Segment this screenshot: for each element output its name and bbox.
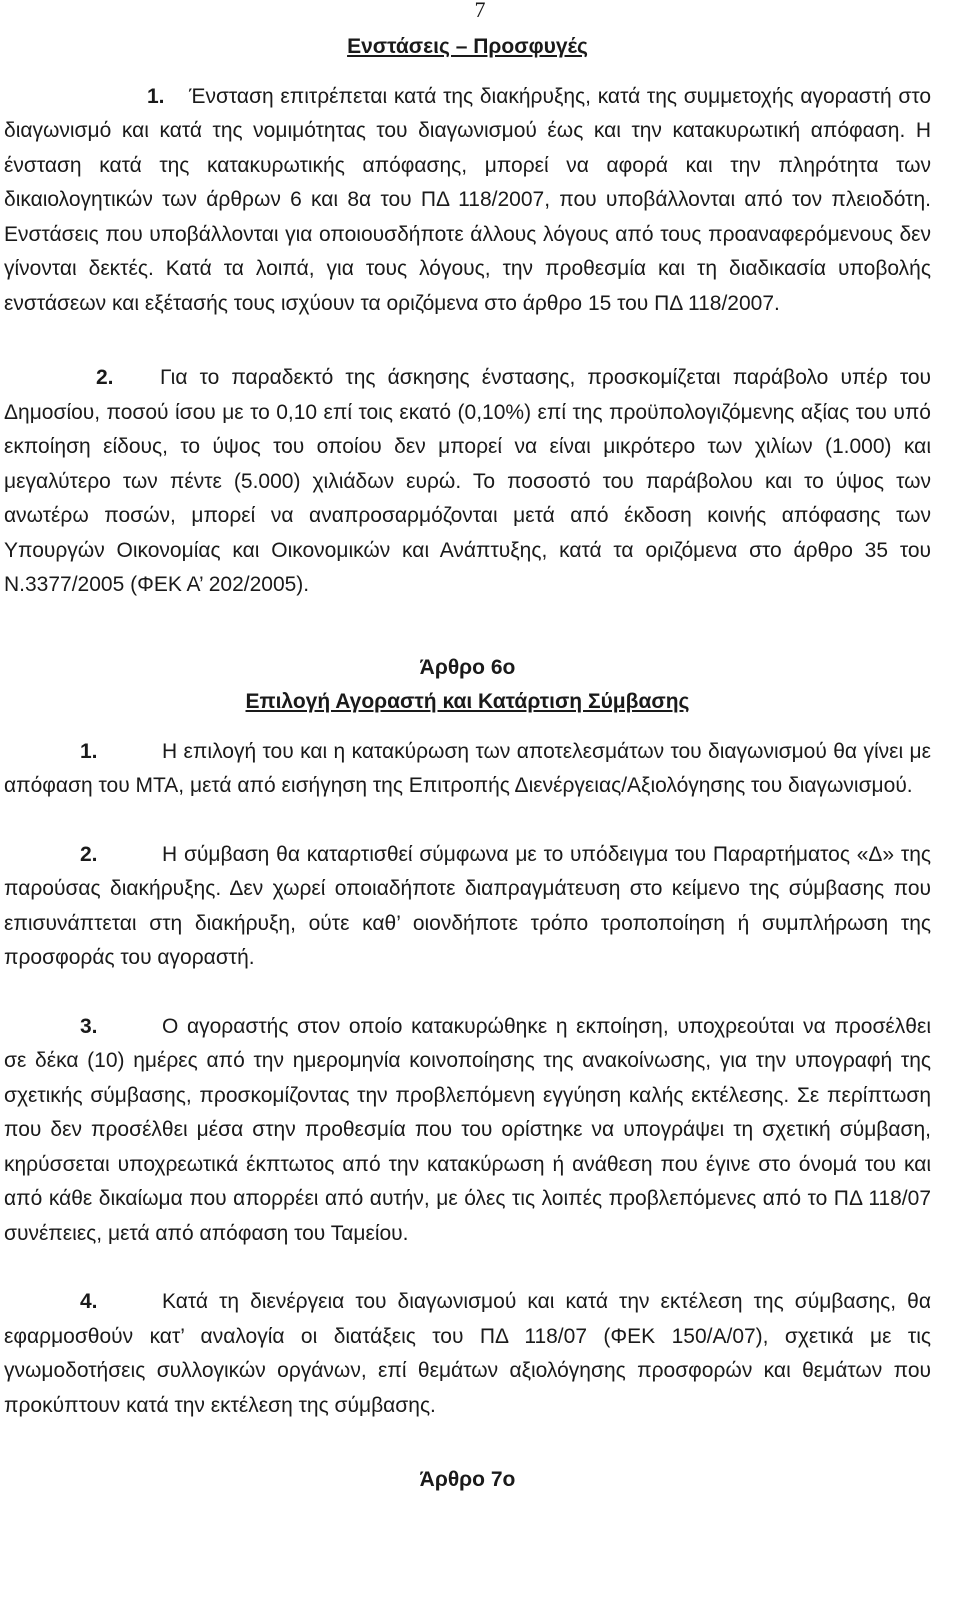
paragraph-article6-1	[4, 735, 931, 804]
article-7-heading: Άρθρο 7ο	[419, 1468, 516, 1491]
paragraph-article6-3	[4, 1010, 931, 1252]
paragraph-number: 1.	[147, 84, 165, 108]
paragraph-text: Ο αγοραστής στον οποίο κατακυρώθηκε η εκποίηση, υποχρεούται να προσέλθει σε δέκα (10) ημέρες από την ημερομηνία κοινοποίησης της ανακοίνωσης, για την υπογραφή της σχετικής σύμβασης, προσκομίζοντας την προβλεπόμενη εγγύηση καλής εκτέλεσης. Σε περίπτωση που δεν προσέλθει μέσα στην προθεσμία που του ορίστηκε να υπογράψει τη σχετική σύμβαση, κηρύσσεται υποχρεωτικά έκπτωτος από την κατακύρωση ή ανάθεση που έγινε στο όνομά του και από κάθε δικαίωμα που απορρέει από αυτήν, με όλες τις λοιπές προβλεπόμενες από το ΠΔ 118/07 συνέπειες, μετά από απόφαση του Ταμείου.	[4, 1014, 931, 1245]
paragraph-text: Κατά τη διενέργεια του διαγωνισμού και κατά την εκτέλεση της σύμβασης, θα εφαρμοσθούν κατ’ αναλογία οι διατάξεις του ΠΔ 118/07 (ΦΕΚ 150/Α/07), σχετικά με τις γνωμοδοτήσεις συλλογικών οργάνων, επί θεμάτων αξιολόγησης προσφορών και θεμάτων που προκύπτουν κατά την εκτέλεση της σύμβασης.	[4, 1290, 931, 1417]
article-6-subtitle: Επιλογή Αγοραστή και Κατάρτιση Σύμβασης	[245, 690, 690, 713]
paragraph-number: 4.	[80, 1290, 98, 1313]
paragraph-text: Η σύμβαση θα καταρτισθεί σύμφωνα με το υπόδειγμα του Παραρτήματος «Δ» της παρούσας διακήρυξης. Δεν χωρεί οποιαδήποτε διαπραγμάτευση στο κείμενο της σύμβασης που επισυνάπτεται στη διακήρυξη, ούτε καθ’ οιονδήποτε τρόπο τροποποίηση ή συμπλήρωση της προσφοράς του αγοραστή.	[4, 842, 931, 969]
paragraph-text: Για το παραδεκτό της άσκησης ένστασης, προσκομίζεται παράβολο υπέρ του Δημοσίου, ποσού ίσου με το 0,10 επί τοις εκατό (0,10%) επί της προϋπολογιζόμενης αξίας του υπό εκποίηση είδους, το ύψος του οποίου δεν μπορεί να είναι μικρότερο των χιλίων (1.000) και μεγαλύτερο των πέντε (5.000) χιλιάδων ευρώ. Το ποσοστό του παράβολου και το ύψος των ανωτέρω ποσών, μπορεί να αναπροσαρμόζονται μετά από έκδοση κοινής απόφασης των Υπουργών Οικονομίας και Οικονομικών και Ανάπτυξης, κατά τα οριζόμενα στο άρθρο 35 του Ν.3377/2005 (ΦΕΚ Α’ 202/2005).	[4, 366, 931, 596]
paragraph-article6-4	[4, 1285, 931, 1423]
paragraph-number: 2.	[80, 842, 98, 866]
paragraph-article6-2	[4, 838, 931, 976]
paragraph-number: 1.	[80, 739, 98, 763]
paragraph-objections-2	[4, 361, 931, 603]
paragraph-number: 3.	[80, 1014, 98, 1038]
page-number: 7	[474, 0, 486, 22]
paragraph-text: Η επιλογή του και η κατακύρωση των αποτελεσμάτων του διαγωνισμού θα γίνει με απόφαση του ΜΤΑ, μετά από εισήγηση της Επιτροπής Διενέργειας/Αξιολόγησης του διαγωνισμού.	[4, 739, 931, 797]
section-title-objections: Ενστάσεις – Προσφυγές	[347, 35, 588, 58]
paragraph-objections-1	[4, 80, 931, 322]
article-6-heading: Άρθρο 6ο	[419, 655, 516, 679]
paragraph-text: Ένσταση επιτρέπεται κατά της διακήρυξης, κατά της συμμετοχής αγοραστή στο διαγωνισμό και κατά της νομιμότητας του διαγωνισμού έως και την κατακυρωτική απόφαση. Η ένσταση κατά της κατακυρωτικής απόφασης, μπορεί να αφορά και την πληρότητα των δικαιολογητικών των άρθρων 6 και 8α του ΠΔ 118/2007, που υποβάλλονται από τον πλειοδότη. Ενστάσεις που υποβάλλονται για οποιουσδήποτε άλλους λόγους από τους προαναφερόμενους δεν γίνονται δεκτές. Κατά τα λοιπά, για τους λόγους, την προθεσμία και τη διαδικασία υποβολής ενστάσεων και εξέτασής τους ισχύουν τα οριζόμενα στο άρθρο 15 του ΠΔ 118/2007.	[4, 84, 931, 315]
document-body	[4, 30, 931, 1498]
paragraph-number: 2.	[96, 366, 114, 389]
